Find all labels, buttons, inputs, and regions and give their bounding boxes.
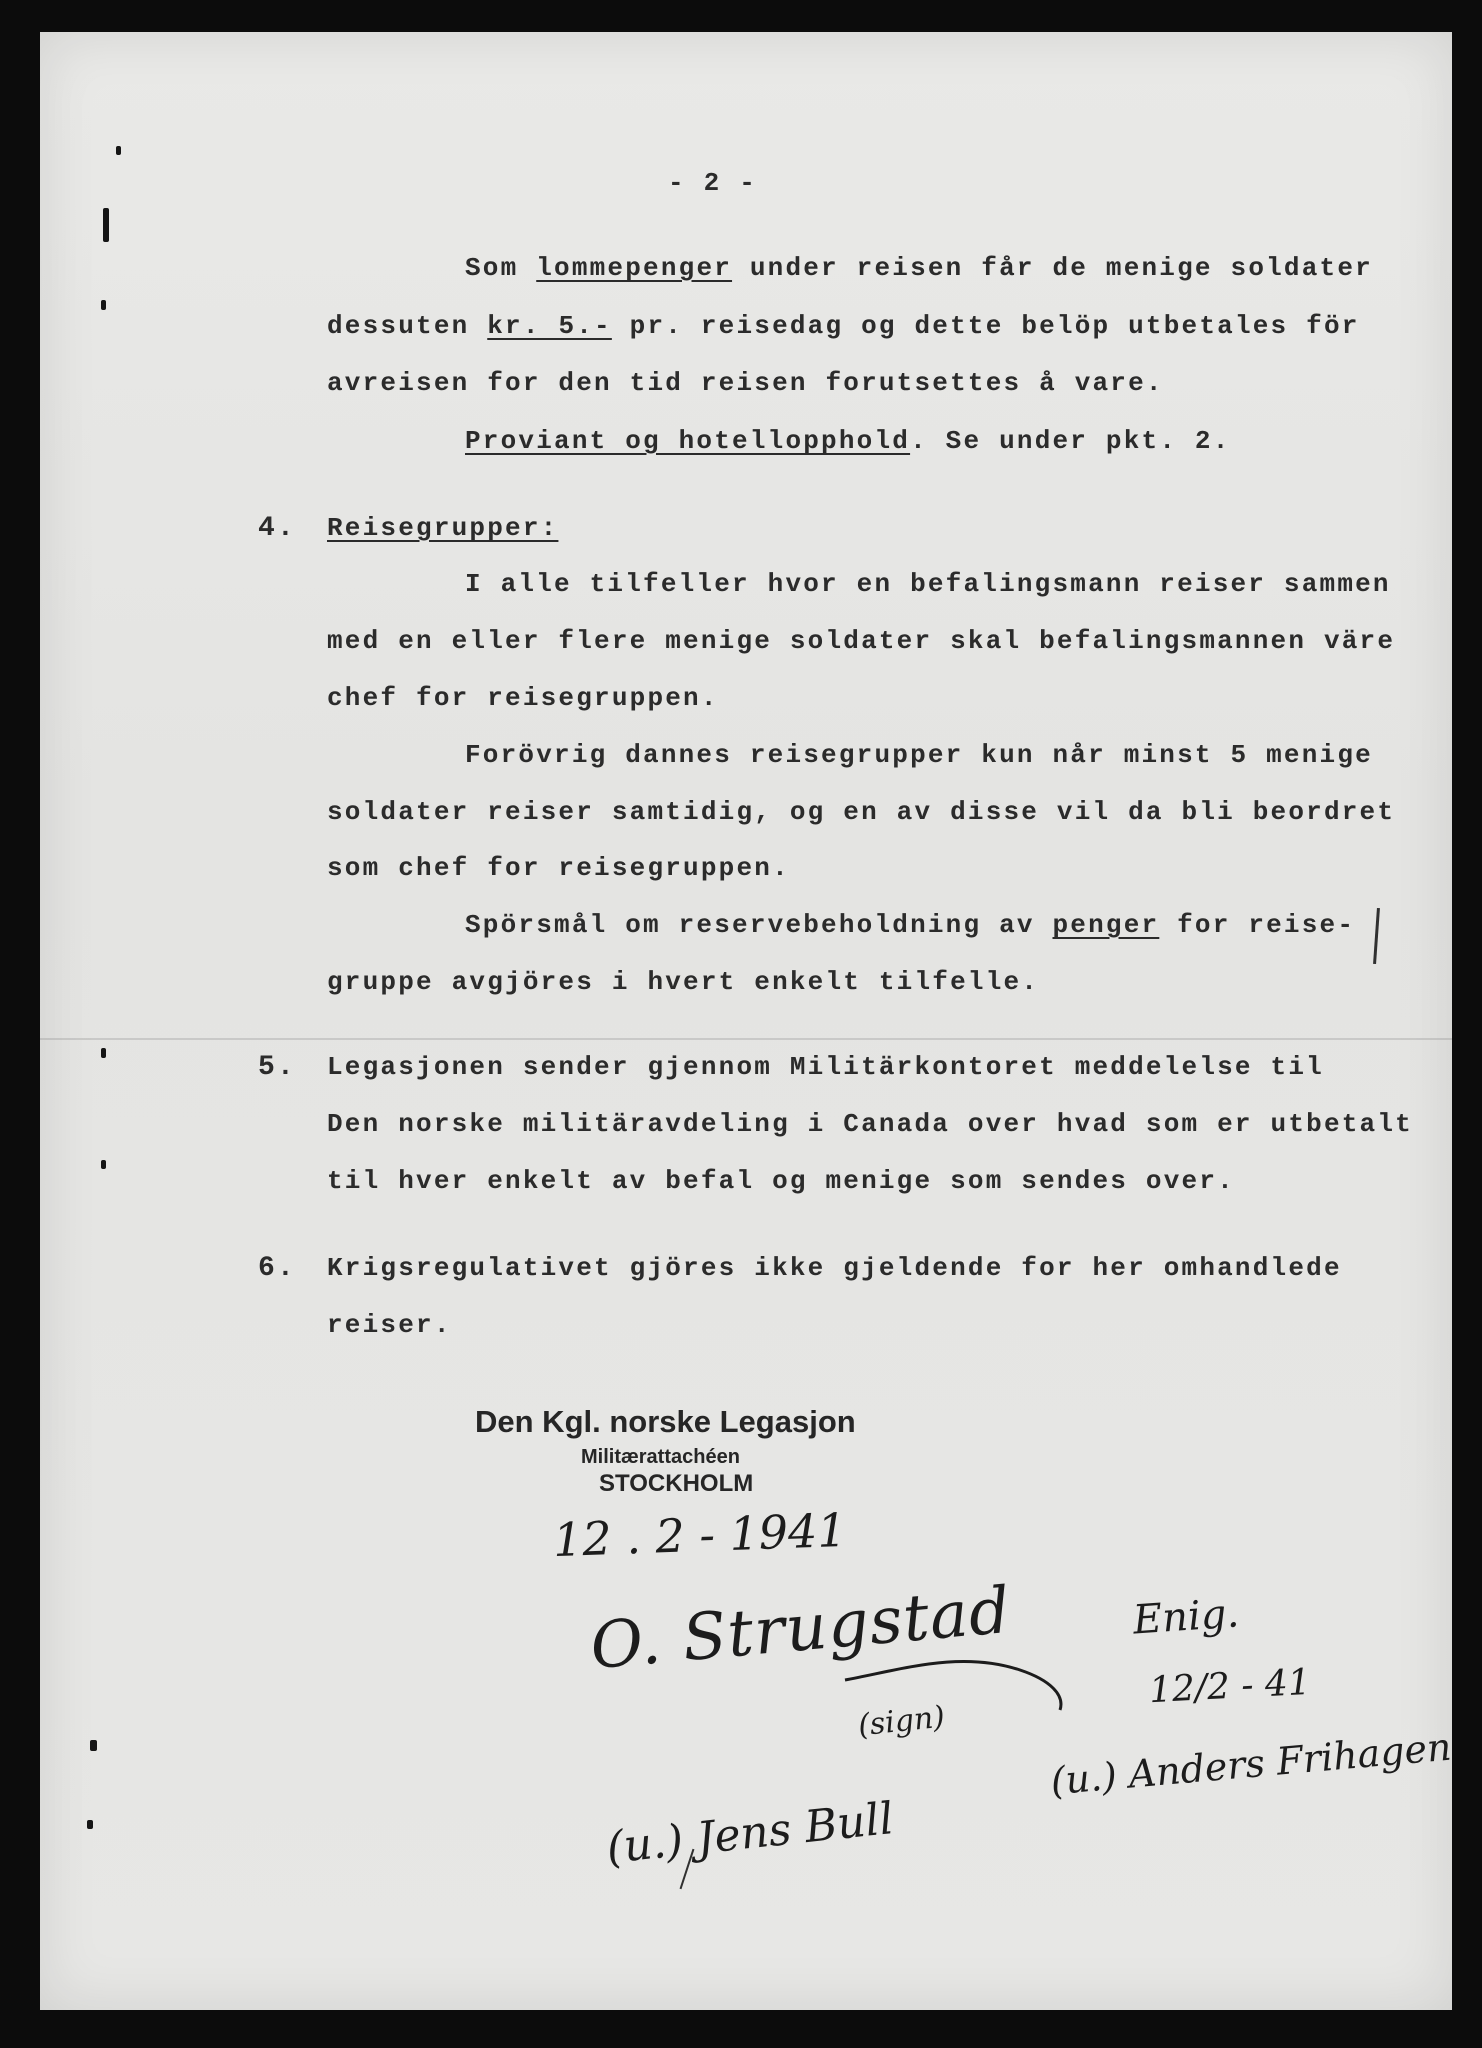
margin-mark: [103, 208, 109, 242]
handwritten-name-bull: (u.) Jens Bull: [604, 1793, 896, 1874]
text-line: I alle tilfeller hvor en befalingsmann reiser sammen: [465, 569, 1391, 599]
underlined-term: Proviant og hotellopphold: [465, 426, 911, 456]
text-line: soldater reiser samtidig, og en av disse vil da bli beordret: [327, 797, 1396, 827]
section-heading: Reisegrupper:: [327, 513, 559, 543]
stamp-line-city: STOCKHOLM: [599, 1470, 754, 1497]
fold-crease: [40, 1038, 1452, 1040]
text-line: gruppe avgjöres i hvert enkelt tilfelle.: [327, 967, 1040, 997]
underlined-term: lommepenger: [536, 253, 733, 283]
section-number: 6.: [258, 1253, 297, 1284]
underlined-term: kr. 5.-: [487, 311, 612, 341]
text-line: Krigsregulativet gjöres ikke gjeldende for her omhandlede: [327, 1253, 1342, 1283]
margin-mark: [90, 1740, 97, 1751]
text-line: Den norske militäravdeling i Canada over hvad som er utbetalt: [327, 1109, 1413, 1139]
text-line: reiser.: [327, 1310, 452, 1340]
handwritten-agreement-date: 12/2 - 41: [1148, 1661, 1312, 1712]
stamp-line-legation: Den Kgl. norske Legasjon: [475, 1404, 856, 1439]
section-number: 5.: [258, 1052, 297, 1083]
margin-mark: [101, 300, 106, 310]
handwritten-agreement: Enig.: [1131, 1590, 1241, 1644]
text-line: dessuten kr. 5.- pr. reisedag og dette belöp utbetales för: [327, 311, 1360, 341]
text-line: Forövrig dannes reisegrupper kun når minst 5 menige: [465, 740, 1373, 770]
handwritten-signature: O. Strugstad: [587, 1573, 1014, 1685]
sign-note: (sign): [856, 1699, 947, 1744]
text-line: Spörsmål om reservebeholdning av penger for reise-: [465, 910, 1356, 940]
margin-mark: [101, 1160, 106, 1169]
text-line: avreisen for den tid reisen forutsettes å vare.: [327, 368, 1164, 398]
text-line: chef for reisegruppen.: [327, 683, 719, 713]
section-number: 4.: [258, 513, 297, 544]
margin-mark: [87, 1820, 93, 1829]
underlined-term: penger: [1052, 910, 1160, 940]
text-line: Legasjonen sender gjennom Militärkontoret meddelelse til: [327, 1052, 1324, 1082]
margin-mark: [116, 146, 121, 155]
text-line: Som lommepenger under reisen får de menige soldater: [465, 253, 1373, 283]
text-line: Proviant og hotellopphold. Se under pkt. 2.: [465, 426, 1231, 456]
page-number: - 2 -: [668, 168, 758, 198]
stamp-line-office: Militærattachéen: [581, 1446, 740, 1468]
handwritten-name-frihagen: (u.) Anders Frihagen: [1048, 1724, 1454, 1804]
margin-mark: [101, 1048, 106, 1058]
text-line: med en eller flere menige soldater skal befalingsmannen väre: [327, 626, 1396, 656]
handwritten-date: 12 . 2 - 1941: [552, 1502, 848, 1568]
text-line: som chef for reisegruppen.: [327, 853, 790, 883]
text-line: til hver enkelt av befal og menige som sendes over.: [327, 1166, 1235, 1196]
